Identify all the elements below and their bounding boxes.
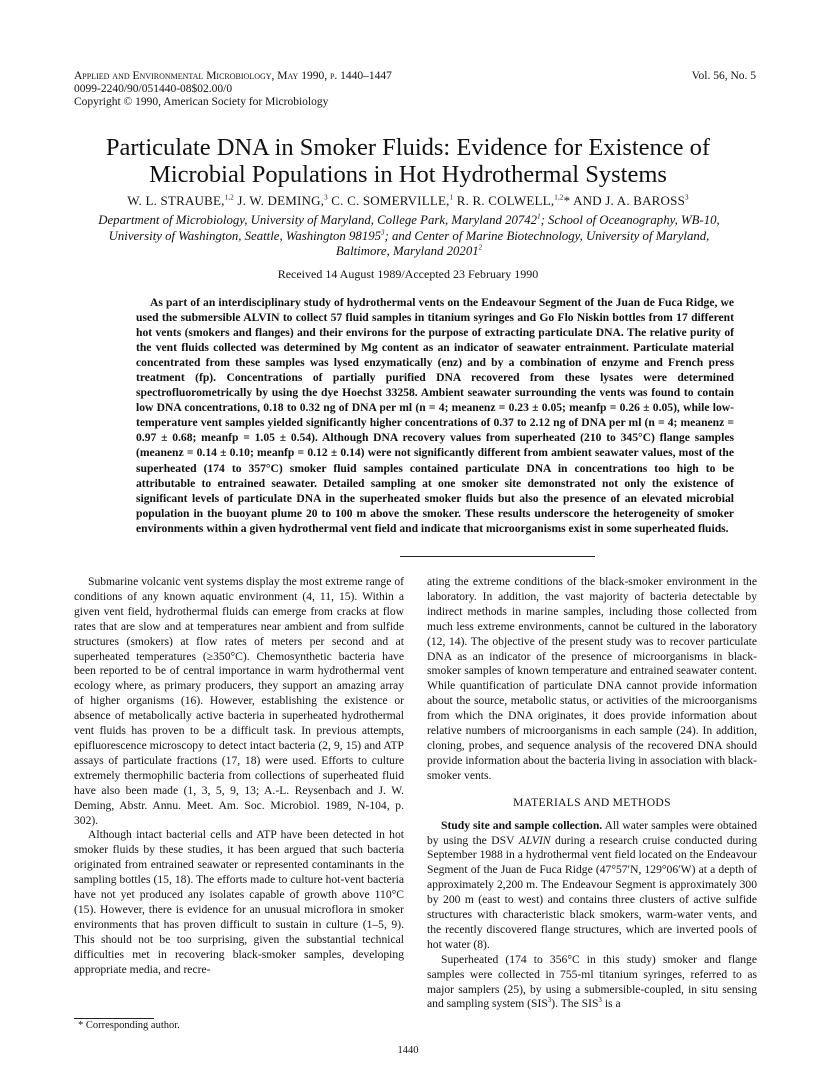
author-affiliation-mark: 3: [685, 193, 689, 202]
author-list: [40, 193, 776, 209]
body-column-right: [427, 575, 757, 1012]
author-affiliation-mark: 1,2: [554, 193, 564, 202]
abstract: As part of an interdisciplinary study of hydrothermal vents on the Endeavour Segment of the Juan de Fuca Ridge, we used the submersible ALVIN to collect 57 fluid samples in titanium syringes and Go Flo Niskin bottles from 17 different hot vents (smokers and flanges) and their environs for the purpose of extracting particulate DNA. The relative purity of the vent fluids collected was determined by Mg content as an indicator of seawater entrainment. Particulate material concentrated from these samples was lysed enzymatically (enz) and by a combination of enzyme and French press treatment (fp). Concentrations of partially purified DNA recovered from these lysates were determined spectrofluorometrically by using the dye Hoechst 33258. Ambient seawater surrounding the vents was found to contain low DNA concentrations, 0.18 to 0.32 ng of DNA per ml (n = 4; meanenz = 0.23 ± 0.05; meanfp = 0.26 ± 0.05), while low-temperature vent samples yielded significantly higher concentrations of 0.37 to 2.12 ng of DNA per ml (n = 4; meanenz = 0.97 ± 0.68; meanfp = 1.05 ± 0.54). Although DNA recovery values from superheated (210 to 345°C) flange samples (meanenz = 0.14 ± 0.10; meanfp = 0.12 ± 0.14) were not significantly different from ambient seawater values, most of the superheated (174 to 357°C) smoker fluid samples contained particulate DNA in concentrations too high to be attributable to entrained seawater. Detailed sampling at one smoker site demonstrated not only the existence of significant levels of particulate DNA in the superheated smoker fluids but also the presence of an elevated microbial population in the buoyant plume 20 to 100 m above the smoker. These results underscore the heterogeneity of smoker environments within a given hydrothermal vent field and indicate that microorganisms exist in some superheated fluids.: [136, 296, 734, 535]
author-name: AND J. A. BAROSS: [570, 193, 685, 208]
author-name: J. W. DEMING,: [233, 193, 325, 208]
paragraph: Although intact bacterial cells and ATP have been detected in hot smoker fluids by these studies, it has been argued that such bacteria originated from entrained seawater or represented contaminants in the sampling bottles (15, 18). The efforts made to culture hot-vent bacteria have not yet produced any isolates capable of growth above 110°C (15). However, there is evidence for an unusual microflora in smoker environments that has proven difficult to sustain in culture (1–5, 9). This should not be too surprising, given the substantial technical difficulties met in recovering black-smoker samples, developing appropriate media, and recre-: [74, 828, 404, 976]
body-column-left: [74, 575, 404, 977]
author-affiliation-mark: 3: [324, 193, 328, 202]
author-name: W. L. STRAUBE,: [127, 193, 225, 208]
journal-citation: Applied and Environmental Microbiology, May 1990, p. 1440–1447: [74, 70, 392, 82]
footnote: * Corresponding author.: [78, 1020, 180, 1031]
title-line-1: Particulate DNA in Smoker Fluids: Evidence for Existence of: [105, 134, 711, 161]
abstract-divider: [400, 556, 595, 557]
footnote-divider: [74, 1018, 154, 1019]
corresponding-mark: *: [563, 193, 571, 208]
author-name: R. R. COLWELL,: [453, 193, 555, 208]
issn-line: 0099-2240/90/051440-08$02.00/0: [74, 83, 233, 96]
section-heading: MATERIALS AND METHODS: [513, 795, 671, 809]
title-line-2: Microbial Populations in Hot Hydrothermal Systems: [149, 161, 667, 188]
article-title: [40, 134, 776, 188]
affiliations: Department of Microbiology, University of Maryland, College Park, Maryland 20742$^1$; School of Oceanography, WB-10, University of Washington, Seattle, Washington 98195$^3$; and Center of Marine Biotechnology, University of Maryland, Baltimore, Maryland 20201$^2$: [98, 212, 720, 258]
copyright-line: Copyright © 1990, American Society for Microbiology: [74, 96, 329, 109]
author-affiliation-mark: 1,2: [224, 193, 234, 202]
received-dates: Received 14 August 1989/Accepted 23 February 1990: [277, 267, 539, 281]
page-number: 1440: [397, 1045, 419, 1056]
running-header: [74, 70, 392, 110]
subsection-heading: Study site and sample collection.: [441, 818, 603, 832]
author-name: C. C. SOMERVILLE,: [327, 193, 450, 208]
paragraph: Superheated (174 to 356°C in this study) smoker and flange samples were collected in 755-ml titanium syringes, referred to as major samplers (25), by using a submersible-coupled, in situ sensing and sampling system (SIS$^3$). The SIS$^3$ is a: [427, 952, 757, 1011]
paragraph: Submarine volcanic vent systems display the most extreme range of conditions of any known aquatic environment (4, 11, 15). Within a given vent field, hydrothermal fluids can emerge from cracks at flow rates that are slow and at temperatures near ambient and from sulfide structures (smokers) at flow rates of meters per second and at superheated temperatures (≥350°C). Chemosynthetic bacteria have been reported to be of central importance in warm hydrothermal vent ecology where, as primary producers, they support an amazing array of higher organisms (16). However, establishing the existence or absence of metabolically active bacteria in superheated hydrothermal vent fluids has proven to be a difficult task. In previous attempts, epifluorescence microscopy to detect intact bacteria (2, 9, 15) and ATP assays of particulate fractions (17, 18) were used. Efforts to culture extremely thermophilic bacteria from collections of superheated fluid have also been made (1, 3, 5, 9, 13; A.-L. Reysenbach and J. W. Deming, Abstr. Annu. Meet. Am. Soc. Microbiol. 1989, N-104, p. 302).: [74, 575, 404, 827]
author-affiliation-mark: 1: [449, 193, 454, 202]
volume-issue: Vol. 56, No. 5: [691, 70, 756, 82]
paragraph: ating the extreme conditions of the black-smoker environment in the laboratory. In addition, the vast majority of bacteria detectable by indirect methods in marine samples, including those collected from much less extreme environments, cannot be cultured in the laboratory (12, 14). The objective of the present study was to recover particulate DNA as an indicator of the presence of microorganisms in black-smoker samples of known temperature and entrained seawater content. While quantification of particulate DNA cannot provide information about the source, metabolic status, or activities of the microorganisms from which the DNA originates, it does provide information about relative numbers of microorganisms in each sample (24). In addition, cloning, probes, and sequence analysis of the recovered DNA should provide information about the bacteria living in association with black-smoker vents.: [427, 575, 758, 782]
paragraph: Study site and sample collection. All water samples were obtained by using the DSV ALVIN during a research cruise conducted during September 1988 in a hydrothermal vent field located on the Endeavour Segment of the Juan de Fuca Ridge (47°57′N, 129°06′W) at a depth of approximately 2,200 m. The Endeavour Segment is approximately 300 by 200 m (east to west) and contains three clusters of active sulfide structures with characteristic black smokers, warm-water vents, and the recently discovered flange structures, which are inverted pools of hot water (8).: [427, 818, 758, 951]
